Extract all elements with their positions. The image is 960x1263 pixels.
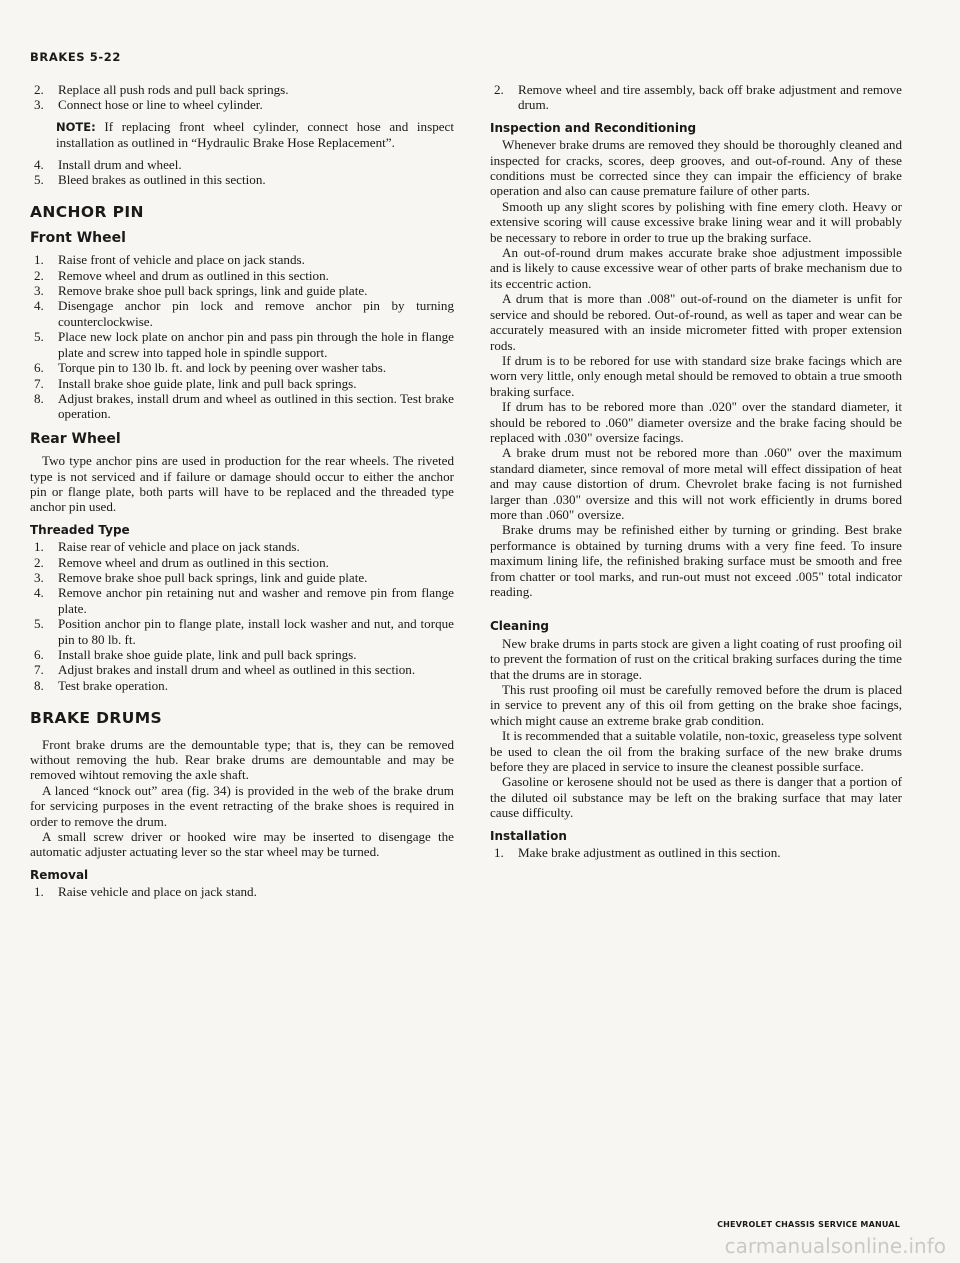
step-number: 2. (494, 82, 504, 97)
note-block (30, 119, 454, 151)
list-item (30, 678, 454, 693)
page-header: BRAKES 5-22 (30, 50, 121, 64)
list-item (30, 252, 454, 267)
list-item (490, 82, 902, 113)
paragraph: This rust proofing oil must be carefully removed before the drum is placed in service to prevent any of this oil from getting on the brake shoe facings, which might cause an extreme brake grab condition. (490, 682, 902, 728)
step-text: Install drum and wheel. (58, 156, 182, 172)
step-number: 6. (34, 360, 44, 376)
step-text: Raise front of vehicle and place on jack stands. (58, 252, 305, 268)
removal-steps (30, 884, 454, 899)
paragraph: A drum that is more than .008" out-of-round on the diameter is unfit for service and should be rebored. Out-of-round, as well as taper and wear can be accurately measured with an inside micrometer fitted with proper extension rods. (490, 291, 902, 353)
paragraph: A small screw driver or hooked wire may be inserted to disengage the automatic adjuster actuating lever so the star wheel may be turned. (30, 829, 454, 860)
step-number: 1. (494, 845, 504, 861)
step-number: 5. (34, 172, 44, 188)
step-number: 3. (34, 283, 44, 299)
paragraph: If drum has to be rebored more than .020" over the standard diameter, it should be rebored to .060" diameter oversize and the brake facing should be replaced with .030" oversize facings. (490, 399, 902, 445)
step-number: 1. (34, 252, 44, 268)
threaded-type-steps (30, 539, 454, 693)
step-number: 7. (34, 662, 44, 678)
step-text: Install brake shoe guide plate, link and pull back springs. (58, 375, 357, 391)
paragraph: A lanced “knock out” area (fig. 34) is provided in the web of the brake drum for servicing purposes in the event retracting of the brake shoes is required in order to remove the drum. (30, 782, 454, 829)
subsection-title-cleaning: Cleaning (490, 619, 549, 634)
step-text: Test brake operation. (58, 677, 168, 693)
paragraph: Gasoline or kerosene should not be used as there is danger that a portion of the diluted oil substance may be left on the braking surface that may later cause difficulty. (490, 774, 902, 821)
step-number: 8. (34, 677, 44, 693)
spacer (490, 599, 902, 611)
list-item (30, 97, 454, 112)
paragraph: Front brake drums are the demountable type; that is, they can be removed without removing the hub. Rear brake drums are demountable and may be removed wihtout removing the axle shaft. (30, 736, 454, 783)
list-item (30, 376, 454, 391)
paragraph: Brake drums may be refinished either by turning or grinding. Best brake performance is obtained by turning drums with a very fine feed. To insure maximum lining life, the refinished braking surface must be smooth and free from chatter or tool marks, and run-out must not exceed .005" total indicator reading. (490, 522, 902, 599)
list-item (30, 82, 454, 97)
note-text: If replacing front wheel cylinder, connect hose and inspect installation as outlined in “Hydraulic Brake Hose Replacement”. (56, 118, 454, 151)
step-text: Remove wheel and tire assembly, back off brake adjustment and remove drum. (518, 82, 902, 113)
removal-steps-continued (490, 82, 902, 113)
list-item (30, 360, 454, 375)
section-title-anchor-pin: ANCHOR PIN (30, 203, 144, 222)
right-column (490, 82, 902, 861)
rear-wheel-paragraph: Two type anchor pins are used in production for the rear wheels. The riveted type is not serviced and if failure or damage should occur to either the anchor pin or flange plate, both parts will have to be replaced and the threaded type anchor pin used. (30, 453, 454, 515)
paragraph: Whenever brake drums are removed they should be thoroughly cleaned and inspected for cracks, scores, deep grooves, and out-of-round. Any of these conditions must be corrected since they can impair the efficiency of brake operation and also can cause premature failure of other parts. (490, 137, 902, 199)
list-item (30, 283, 454, 298)
step-text: Remove wheel and drum as outlined in this section. (58, 554, 329, 570)
step-number: 4. (34, 585, 44, 601)
list-item (30, 570, 454, 585)
step-text: Remove brake shoe pull back springs, link and guide plate. (58, 569, 368, 585)
step-number: 5. (34, 329, 44, 345)
list-item (30, 647, 454, 662)
note-label: NOTE: (56, 119, 96, 134)
step-number: 4. (34, 298, 44, 314)
reinstall-steps-a (30, 82, 454, 113)
reinstall-steps-b (30, 157, 454, 188)
step-number: 2. (34, 82, 44, 97)
step-number: 3. (34, 569, 44, 585)
step-text: Adjust brakes and install drum and wheel as outlined in this section. (58, 662, 416, 678)
list-item (30, 585, 454, 616)
list-item (30, 662, 454, 677)
step-number: 5. (34, 616, 44, 632)
list-item (30, 884, 454, 899)
list-item (30, 555, 454, 570)
left-column (30, 82, 454, 900)
subsection-title-threaded-type: Threaded Type (30, 522, 130, 537)
subsection-title-installation: Installation (490, 828, 567, 843)
list-item (490, 845, 902, 860)
watermark: carmanualsonline.info (724, 1234, 946, 1258)
front-wheel-steps (30, 252, 454, 421)
step-text: Place new lock plate on anchor pin and pass pin through the hole in flange plate and screw into tapped hole in spindle support. (58, 329, 454, 360)
step-number: 6. (34, 647, 44, 662)
step-text: Raise vehicle and place on jack stand. (58, 884, 257, 900)
step-text: Replace all push rods and pull back springs. (58, 82, 289, 97)
installation-steps (490, 845, 902, 860)
list-item (30, 157, 454, 172)
list-item (30, 268, 454, 283)
subsection-title-front-wheel: Front Wheel (30, 229, 126, 246)
step-number: 4. (34, 156, 44, 172)
step-number: 8. (34, 390, 44, 406)
list-item (30, 298, 454, 329)
paragraph: It is recommended that a suitable volatile, non-toxic, greaseless type solvent be used to clean the oil from the braking surface of the new brake drums before they are placed in service to insure the cleanest possible surface. (490, 728, 902, 775)
step-text: Make brake adjustment as outlined in this section. (518, 845, 781, 861)
step-text: Torque pin to 130 lb. ft. and lock by peening over washer tabs. (58, 360, 387, 376)
step-text: Bleed brakes as outlined in this section. (58, 172, 266, 188)
step-number: 3. (34, 97, 44, 113)
step-number: 1. (34, 539, 44, 555)
list-item (30, 616, 454, 647)
paragraph: A brake drum must not be rebored more than .060" over the maximum standard diameter, since removal of more metal will effect dissipation of heat and may cause distortion of drum. Chevrolet brake facing is not furnished larger than .030" oversize and this will not work efficiently in drums bored more than .060" oversize. (490, 445, 902, 522)
step-text: Remove brake shoe pull back springs, link and guide plate. (58, 283, 368, 299)
step-number: 2. (34, 554, 44, 570)
step-text: Remove anchor pin retaining nut and washer and remove pin from flange plate. (58, 585, 454, 616)
step-text: Install brake shoe guide plate, link and pull back springs. (58, 647, 357, 662)
step-text: Disengage anchor pin lock and remove anchor pin by turning counterclockwise. (58, 298, 454, 329)
list-item (30, 172, 454, 187)
paragraph: An out-of-round drum makes accurate brake shoe adjustment impossible and is likely to cause excessive wear of other parts of brake mechanism due to its eccentric action. (490, 245, 902, 291)
subsection-title-removal: Removal (30, 867, 89, 882)
list-item (30, 539, 454, 554)
paragraph: If drum is to be rebored for use with standard size brake facings which are worn very little, only enough metal should be removed to obtain a true smooth braking surface. (490, 352, 902, 399)
paragraph: New brake drums in parts stock are given a light coating of rust proofing oil to prevent the formation of rust on the critical braking surfaces during the time that the drums are in storage. (490, 635, 902, 682)
section-title-brake-drums: BRAKE DRUMS (30, 709, 163, 728)
list-item (30, 391, 454, 422)
subsection-title-inspection: Inspection and Reconditioning (490, 120, 697, 135)
subsection-title-rear-wheel: Rear Wheel (30, 430, 121, 447)
step-text: Raise rear of vehicle and place on jack stands. (58, 539, 300, 555)
step-number: 7. (34, 375, 44, 391)
step-text: Adjust brakes, install drum and wheel as outlined in this section. Test brake operation. (58, 390, 454, 422)
step-number: 1. (34, 884, 44, 900)
paragraph: Smooth up any slight scores by polishing with fine emery cloth. Heavy or extensive scoring will cause excessive brake lining wear and it will probably be necessary to rebore in order to true up the braking surface. (490, 198, 902, 245)
manual-footer: CHEVROLET CHASSIS SERVICE MANUAL (717, 1220, 900, 1229)
list-item (30, 329, 454, 360)
step-text: Connect hose or line to wheel cylinder. (58, 97, 263, 113)
step-text: Position anchor pin to flange plate, install lock washer and nut, and torque pin to 80 lb. ft. (58, 616, 454, 647)
step-number: 2. (34, 267, 44, 283)
step-text: Remove wheel and drum as outlined in this section. (58, 267, 329, 283)
